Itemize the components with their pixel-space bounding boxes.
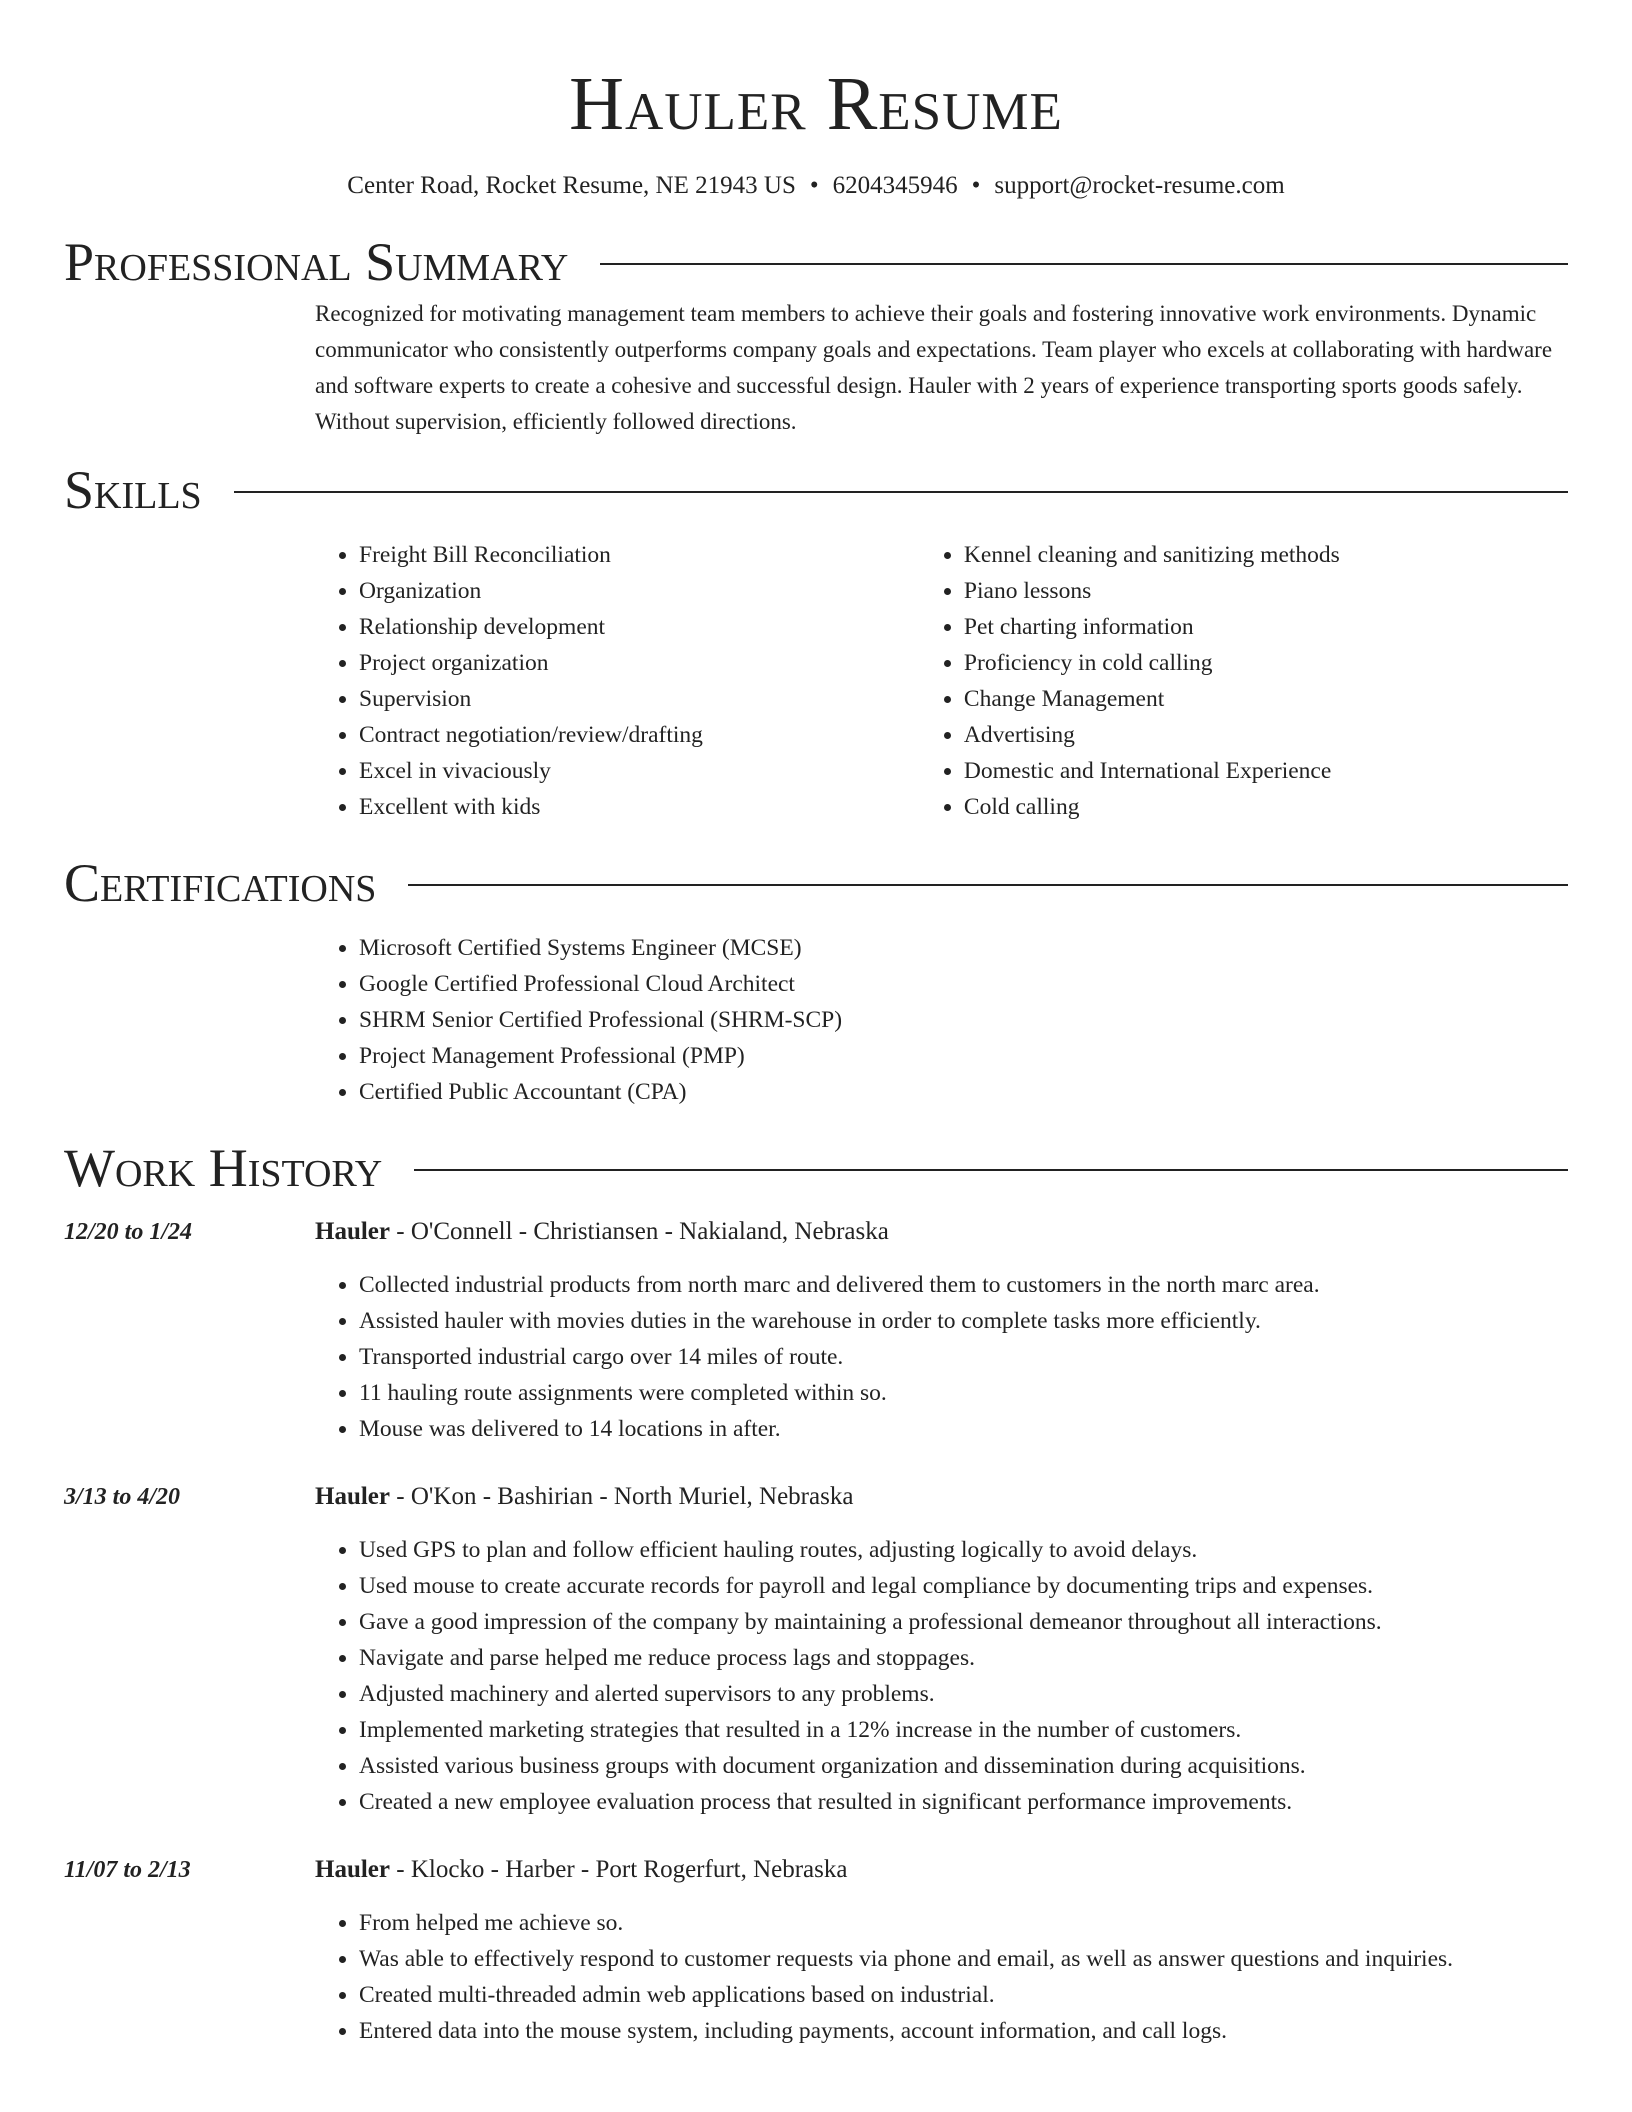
job-role: Hauler: [315, 1856, 390, 1883]
section-divider: [234, 491, 1568, 493]
certification-item: • Google Certified Professional Cloud Architect: [359, 966, 1568, 1002]
job-bullet: • Collected industrial products from north marc and delivered them to customers in the north marc area.: [359, 1267, 1568, 1303]
skill-item: • Proficiency in cold calling: [964, 645, 1568, 681]
section-divider: [408, 884, 1568, 886]
skill-item: • Organization: [359, 573, 920, 609]
contact-line: [64, 170, 1568, 202]
contact-address: Center Road, Rocket Resume, NE 21943 US: [347, 172, 796, 199]
summary-text: Recognized for motivating management team members to achieve their goals and fostering innovative work environments. Dynamic communicator who consistently outperforms company goals and expectations. Team player who excels at collaborating with hardware and software experts to create a cohesive and successful design. Hauler with 2 years of experience transporting sports goods safely. Without supervision, efficiently followed directions.: [315, 301, 1553, 434]
certifications-list: [315, 930, 1568, 1110]
skill-item: • Cold calling: [964, 789, 1568, 825]
job-employer: - O'Connell - Christiansen - Nakialand, Nebraska: [390, 1218, 889, 1245]
job-title-line: [315, 1214, 889, 1250]
job-dates: 3/13 to 4/20: [64, 1484, 181, 1510]
job-entry: [64, 1214, 1568, 1447]
job-bullets: [315, 1267, 1568, 1447]
section-divider: [600, 263, 1568, 265]
job-title-line: [315, 1852, 847, 1888]
skill-item: • Domestic and International Experience: [964, 753, 1568, 789]
skill-item: • Advertising: [964, 717, 1568, 753]
job-bullet: • Used GPS to plan and follow efficient hauling routes, adjusting logically to avoid delays.: [359, 1532, 1568, 1568]
job-header: [64, 1852, 1568, 1888]
job-bullet: • Used mouse to create accurate records for payroll and legal compliance by documenting trips and expenses.: [359, 1568, 1568, 1604]
skills-header: [64, 460, 1568, 520]
skills-title: Skills: [64, 460, 202, 520]
job-bullets: [315, 1905, 1568, 2049]
summary-title: Professional Summary: [64, 232, 569, 292]
job-header: [64, 1214, 1568, 1250]
job-bullet: • 11 hauling route assignments were completed within so.: [359, 1375, 1568, 1411]
resume-page: [64, 0, 1568, 2112]
certification-item: • Certified Public Accountant (CPA): [359, 1074, 1568, 1110]
job-role: Hauler: [315, 1218, 390, 1245]
certifications-title: Certifications: [64, 853, 377, 913]
contact-separator: •: [971, 172, 981, 199]
skills-section: [64, 460, 1568, 825]
job-bullet: • Gave a good impression of the company by maintaining a professional demeanor throughout all interactions.: [359, 1604, 1568, 1640]
job-bullet: • Entered data into the mouse system, including payments, account information, and call logs.: [359, 2013, 1568, 2049]
job-title-line: [315, 1479, 853, 1515]
job-role: Hauler: [315, 1483, 390, 1510]
work-history-title: Work History: [64, 1138, 383, 1198]
work-history-header: [64, 1138, 1568, 1198]
job-dates: 11/07 to 2/13: [64, 1857, 191, 1883]
job-employer: - O'Kon - Bashirian - North Muriel, Nebraska: [390, 1483, 854, 1510]
job-bullet: • Transported industrial cargo over 14 miles of route.: [359, 1339, 1568, 1375]
contact-phone: 6204345946: [832, 172, 958, 199]
section-divider: [414, 1169, 1568, 1171]
skills-list-right: [920, 537, 1568, 825]
job-entry: [64, 1479, 1568, 1820]
certifications-body: [315, 930, 1568, 1110]
certification-item: • SHRM Senior Certified Professional (SHRM-SCP): [359, 1002, 1568, 1038]
skill-item: • Supervision: [359, 681, 920, 717]
certifications-section: [64, 853, 1568, 1110]
job-entry: [64, 1852, 1568, 2049]
resume-name: Hauler Resume: [569, 62, 1063, 146]
certification-item: • Microsoft Certified Systems Engineer (MCSE): [359, 930, 1568, 966]
job-bullet: • Created multi-threaded admin web applications based on industrial.: [359, 1977, 1568, 2013]
job-bullet: • Adjusted machinery and alerted supervisors to any problems.: [359, 1676, 1568, 1712]
summary-body: [315, 296, 1568, 440]
job-bullet: • Implemented marketing strategies that resulted in a 12% increase in the number of customers.: [359, 1712, 1568, 1748]
job-bullet: • Mouse was delivered to 14 locations in after.: [359, 1411, 1568, 1447]
job-dates: 12/20 to 1/24: [64, 1219, 193, 1245]
job-bullet: • Created a new employee evaluation process that resulted in significant performance improvements.: [359, 1784, 1568, 1820]
summary-header: [64, 232, 1568, 292]
skill-item: • Pet charting information: [964, 609, 1568, 645]
skill-item: • Change Management: [964, 681, 1568, 717]
job-bullets: [315, 1532, 1568, 1820]
certifications-header: [64, 853, 1568, 913]
skill-item: • Piano lessons: [964, 573, 1568, 609]
skills-columns: [315, 537, 1568, 825]
job-bullet: • Was able to effectively respond to customer requests via phone and email, as well as answer questions and inquiries.: [359, 1941, 1568, 1977]
job-bullet: • From helped me achieve so.: [359, 1905, 1568, 1941]
job-employer: - Klocko - Harber - Port Rogerfurt, Nebraska: [390, 1856, 848, 1883]
skill-item: • Excellent with kids: [359, 789, 920, 825]
skill-item: • Contract negotiation/review/drafting: [359, 717, 920, 753]
job-bullet: • Assisted hauler with movies duties in the warehouse in order to complete tasks more efficiently.: [359, 1303, 1568, 1339]
skill-item: • Relationship development: [359, 609, 920, 645]
skills-list-left: [315, 537, 920, 825]
work-history-section: [64, 1138, 1568, 2049]
contact-email: support@rocket-resume.com: [994, 172, 1285, 199]
contact-separator: •: [809, 172, 819, 199]
skill-item: • Freight Bill Reconciliation: [359, 537, 920, 573]
job-header: [64, 1479, 1568, 1515]
certification-item: • Project Management Professional (PMP): [359, 1038, 1568, 1074]
job-bullet: • Assisted various business groups with document organization and dissemination during acquisitions.: [359, 1748, 1568, 1784]
summary-section: [64, 232, 1568, 440]
job-bullet: • Navigate and parse helped me reduce process lags and stoppages.: [359, 1640, 1568, 1676]
skill-item: • Excel in vivaciously: [359, 753, 920, 789]
skill-item: • Kennel cleaning and sanitizing methods: [964, 537, 1568, 573]
skill-item: • Project organization: [359, 645, 920, 681]
